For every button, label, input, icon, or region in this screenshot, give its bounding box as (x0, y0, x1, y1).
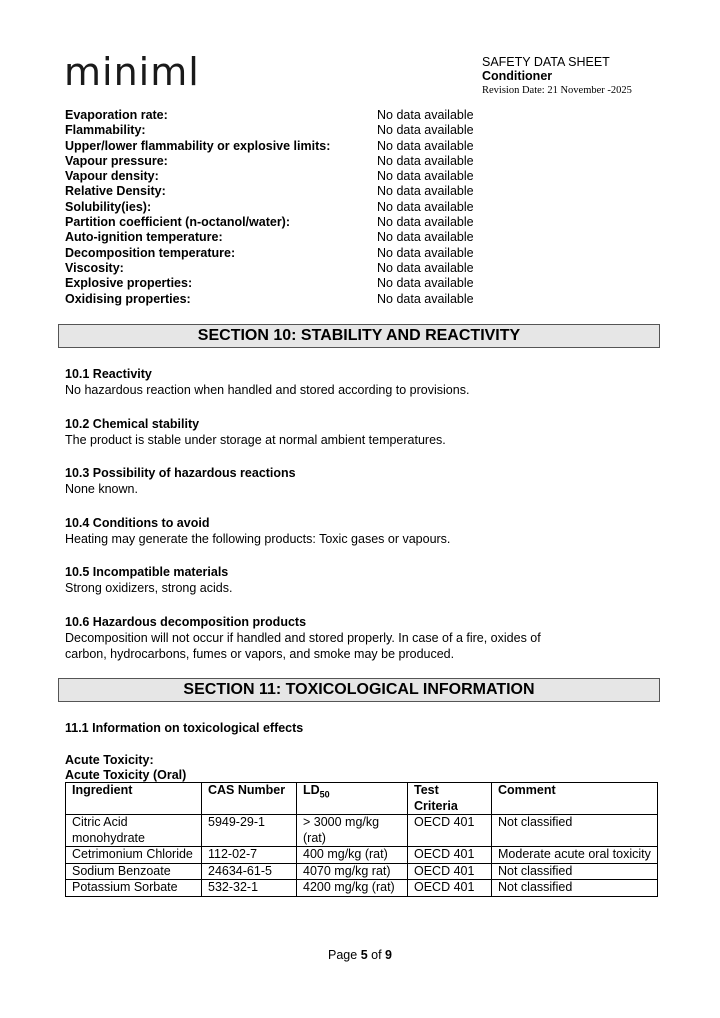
property-label: Evaporation rate: (65, 108, 168, 122)
cell-ingredient: Citric Acid monohydrate (66, 815, 202, 847)
subsection-text: carbon, hydrocarbons, fumes or vapors, and smoke may be produced. (65, 647, 455, 661)
subsection-text: Heating may generate the following products: Toxic gases or vapours. (65, 532, 451, 546)
property-label: Decomposition temperature: (65, 245, 236, 260)
product-name: Conditioner (482, 69, 553, 83)
property-row (65, 139, 505, 154)
document-type: SAFETY DATA SHEET (482, 55, 610, 69)
subsection-10-3 (65, 465, 665, 497)
cell-ingredient: Potassium Sorbate (66, 880, 202, 897)
table-row (66, 815, 658, 847)
property-label: Partition coefficient (n-octanol/water): (65, 215, 291, 230)
cell-ingredient: Cetrimonium Chloride (66, 847, 202, 864)
subsection-heading: 10.6 Hazardous decomposition products (65, 615, 307, 629)
subsection-10-6 (65, 614, 665, 662)
table-row (66, 847, 658, 864)
property-value: No data available (377, 153, 474, 168)
table-row (66, 880, 658, 897)
cell-cas: 24634-61-5 (202, 863, 297, 880)
subsection-text: The product is stable under storage at normal ambient temperatures. (65, 433, 446, 447)
property-value: No data available (377, 169, 474, 184)
column-header-ld50 (297, 783, 408, 815)
property-label: Relative Density: (65, 184, 166, 199)
column-header-cas: CAS Number (202, 783, 297, 815)
ld-subscript: 50 (319, 789, 330, 800)
page-footer (0, 948, 720, 962)
cell-ld50: 4200 mg/kg (rat) (297, 880, 408, 897)
property-row (65, 215, 505, 230)
cell-comment: Not classified (492, 863, 658, 880)
property-label: Flammability: (65, 123, 146, 138)
subsection-10-4 (65, 515, 665, 547)
cell-ingredient: Sodium Benzoate (66, 863, 202, 880)
subsection-heading: 10.2 Chemical stability (65, 417, 200, 431)
property-value: No data available (377, 199, 474, 214)
property-row (65, 200, 505, 215)
page-word: Page (328, 948, 358, 962)
property-value: No data available (377, 291, 474, 306)
subsection-heading: 10.1 Reactivity (65, 367, 152, 381)
property-label: Vapour density: (65, 169, 159, 184)
cell-cas: 5949-29-1 (202, 815, 297, 847)
subsection-text: None known. (65, 482, 138, 496)
table-row (66, 863, 658, 880)
cell-test: OECD 401 (408, 815, 492, 847)
subsection-11-1 (65, 720, 665, 736)
page-total: 9 (385, 948, 392, 962)
property-row (65, 276, 505, 291)
property-value: No data available (377, 230, 474, 245)
property-row (65, 261, 505, 276)
property-value: No data available (377, 260, 474, 275)
cell-ld50: 4070 mg/kg rat) (297, 863, 408, 880)
cell-ld50: > 3000 mg/kg (rat) (297, 815, 408, 847)
property-value: No data available (377, 123, 474, 138)
property-value: No data available (377, 138, 474, 153)
acute-oral-toxicity-table (65, 782, 658, 897)
subsection-text: No hazardous reaction when handled and stored according to provisions. (65, 383, 470, 397)
section-10-title: SECTION 10: STABILITY AND REACTIVITY (58, 324, 660, 348)
subsection-text: Strong oxidizers, strong acids. (65, 581, 233, 595)
column-header-ingredient: Ingredient (66, 783, 202, 815)
property-row (65, 154, 505, 169)
cell-cas: 112-02-7 (202, 847, 297, 864)
section-11-title: SECTION 11: TOXICOLOGICAL INFORMATION (58, 678, 660, 702)
cell-test: OECD 401 (408, 880, 492, 897)
subsection-text: Decomposition will not occur if handled and stored properly. In case of a fire, oxides of (65, 631, 541, 645)
column-header-test-criteria: Test Criteria (408, 783, 492, 815)
property-label: Explosive properties: (65, 276, 193, 291)
acute-toxicity-heading: Acute Toxicity: (65, 753, 154, 767)
property-label: Solubility(ies): (65, 199, 152, 214)
of-word: of (371, 948, 382, 962)
property-value: No data available (377, 276, 474, 291)
subsection-10-5 (65, 564, 665, 596)
property-row (65, 108, 505, 123)
property-label: Vapour pressure: (65, 153, 168, 168)
subsection-heading: 11.1 Information on toxicological effects (65, 721, 304, 735)
subsection-10-2 (65, 416, 665, 448)
property-row (65, 292, 505, 307)
brand-logo: miniml (64, 50, 200, 94)
column-header-comment: Comment (492, 783, 658, 815)
subsection-heading: 10.3 Possibility of hazardous reactions (65, 466, 296, 480)
property-label: Upper/lower flammability or explosive limits: (65, 138, 331, 153)
cell-test: OECD 401 (408, 847, 492, 864)
cell-comment: Not classified (492, 815, 658, 847)
subsection-heading: 10.4 Conditions to avoid (65, 516, 210, 530)
property-row (65, 123, 505, 138)
subsection-10-1 (65, 366, 665, 398)
cell-comment: Moderate acute oral toxicity (492, 847, 658, 864)
property-value: No data available (377, 215, 474, 230)
subsection-heading: 10.5 Incompatible materials (65, 565, 229, 579)
cell-ld50: 400 mg/kg (rat) (297, 847, 408, 864)
property-value: No data available (377, 108, 474, 122)
property-row (65, 169, 505, 184)
ld-label: LD (303, 783, 320, 797)
acute-toxicity-block (65, 752, 665, 782)
cell-comment: Not classified (492, 880, 658, 897)
property-row (65, 246, 505, 261)
table-header-row (66, 783, 658, 815)
property-label: Oxidising properties: (65, 291, 191, 306)
property-value: No data available (377, 184, 474, 199)
cell-test: OECD 401 (408, 863, 492, 880)
revision-date: Revision Date: 21 November -2025 (482, 85, 632, 96)
acute-oral-heading: Acute Toxicity (Oral) (65, 768, 187, 782)
property-label: Viscosity: (65, 260, 124, 275)
cell-cas: 532-32-1 (202, 880, 297, 897)
property-row (65, 184, 505, 199)
properties-list (65, 108, 505, 307)
document-header (482, 55, 632, 97)
page-number: 5 (360, 948, 368, 962)
property-row (65, 230, 505, 245)
property-label: Auto-ignition temperature: (65, 230, 223, 245)
property-value: No data available (377, 245, 474, 260)
